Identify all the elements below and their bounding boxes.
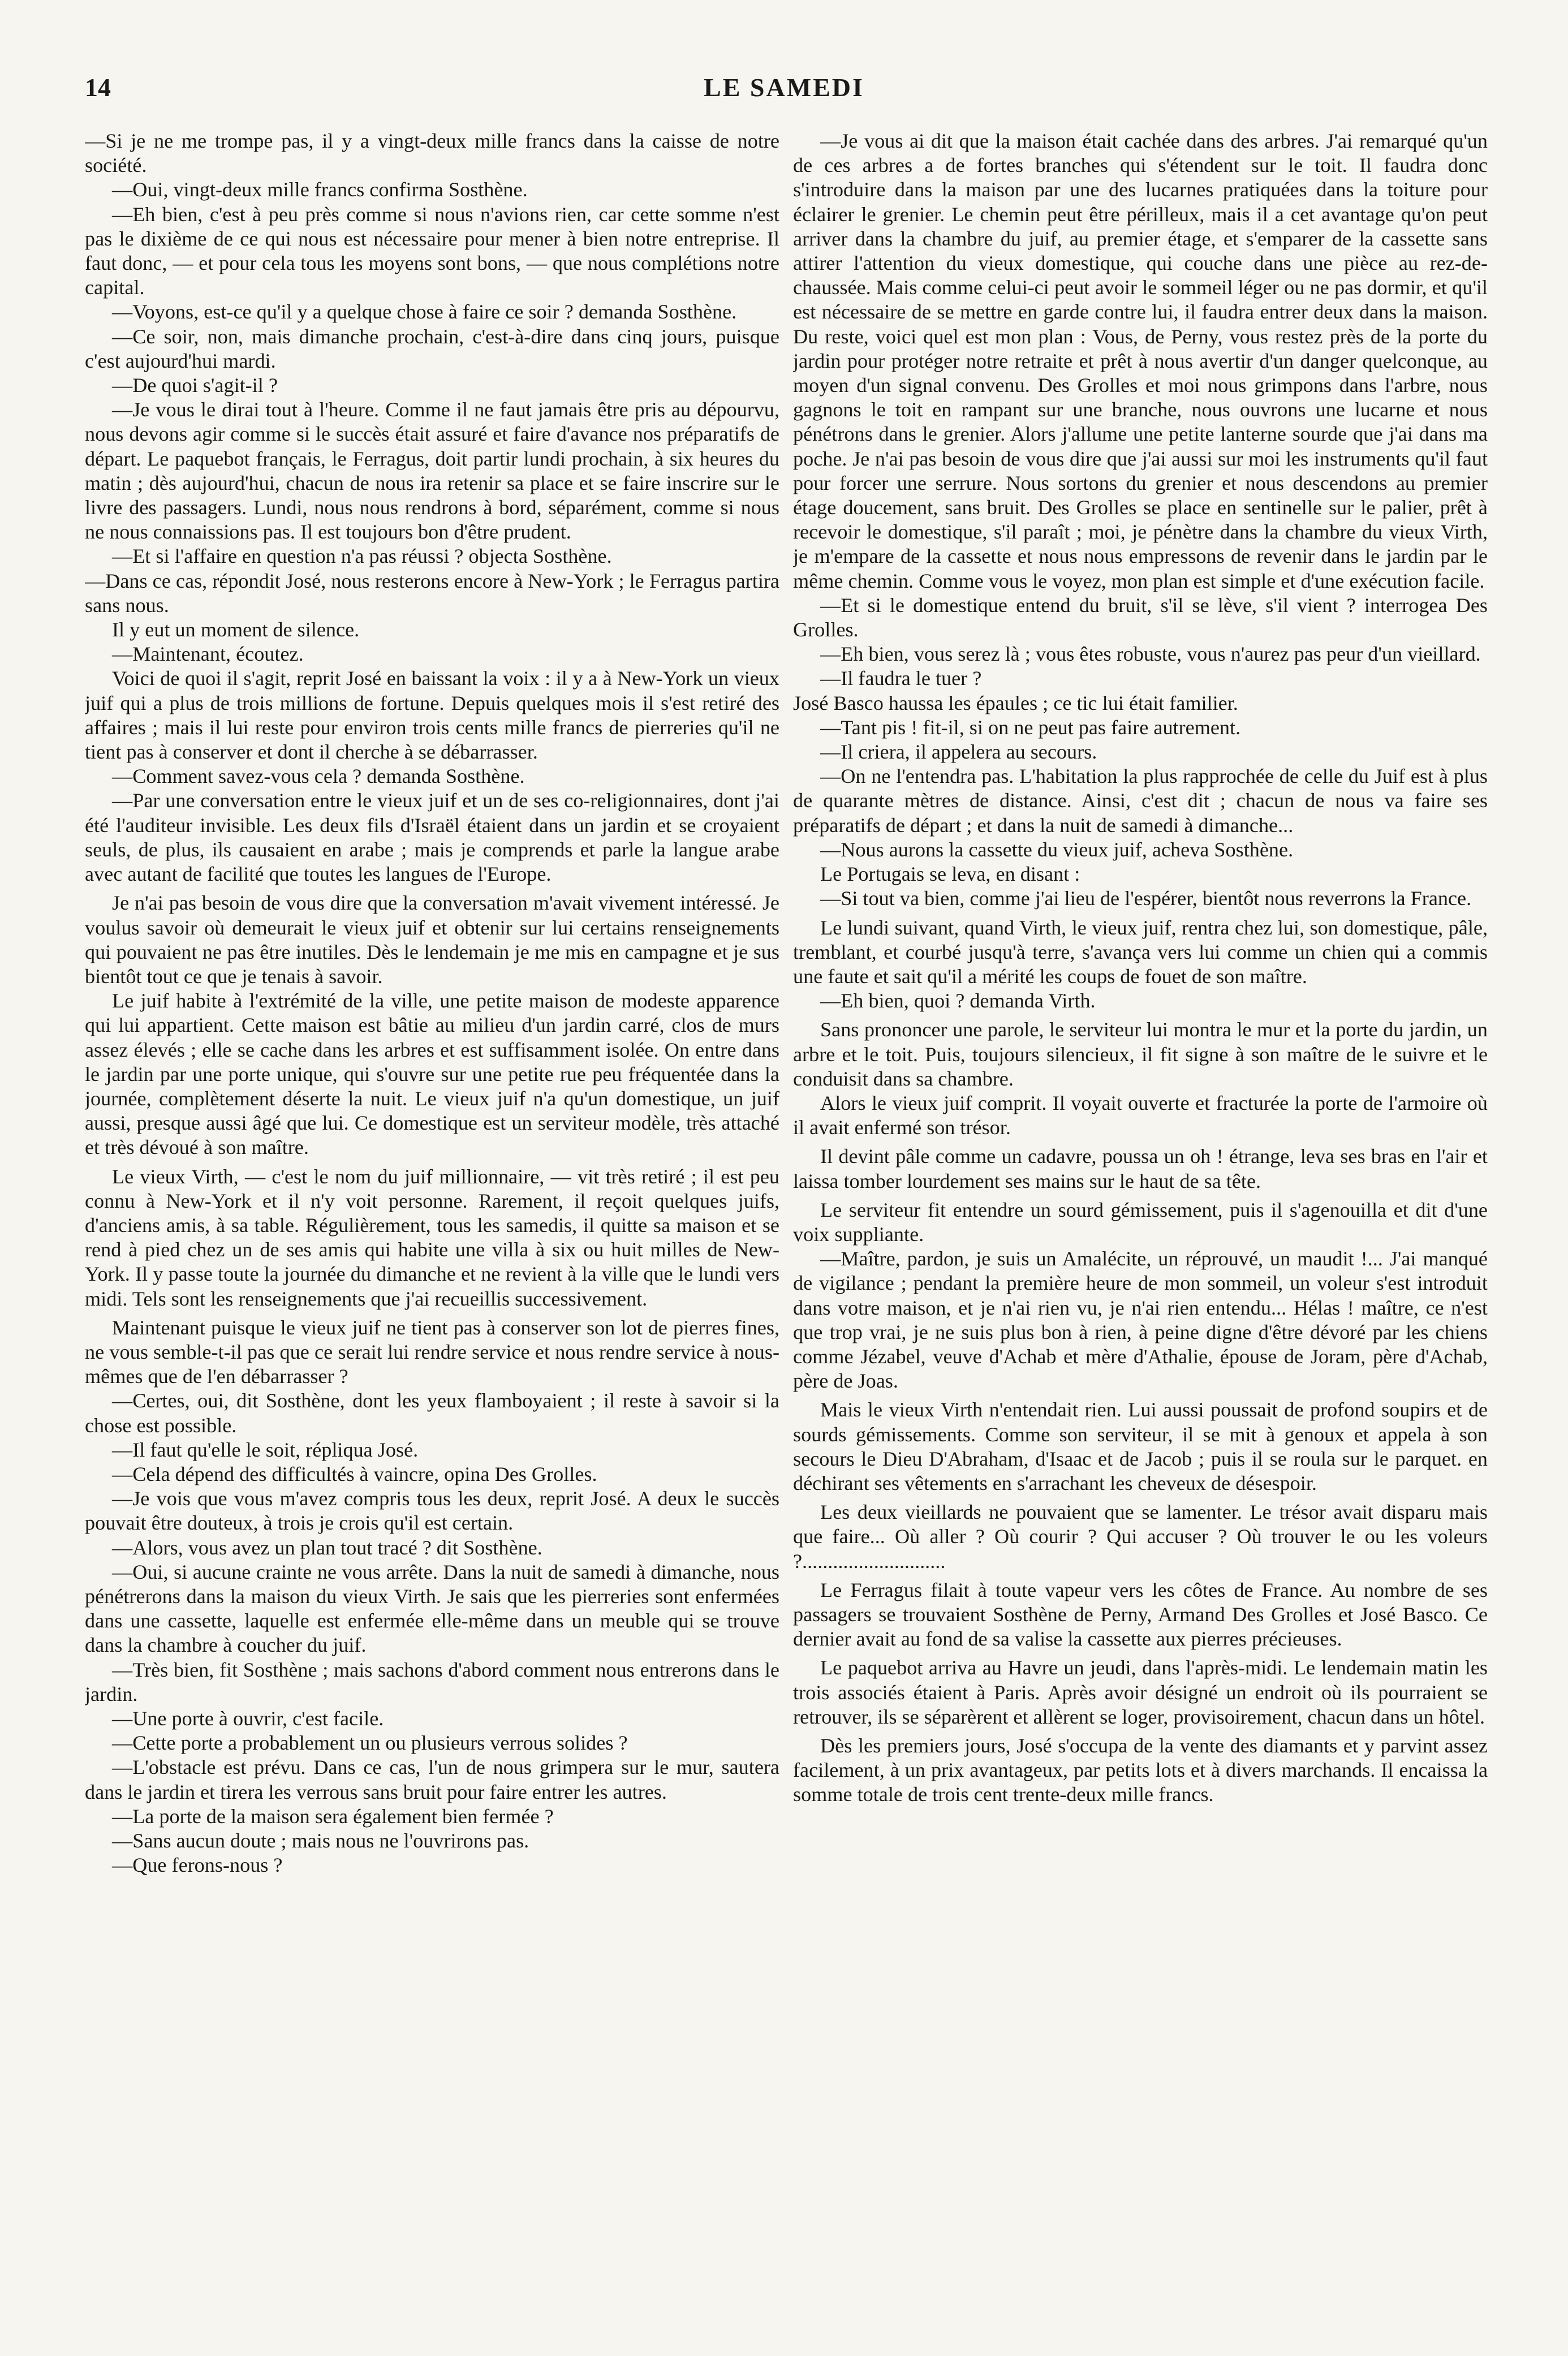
paragraph: Le serviteur fit entendre un sourd gémissement, puis il s'agenouilla et dit d'une voix suppliante. bbox=[793, 1198, 1488, 1246]
paragraph: Les deux vieillards ne pouvaient que se lamenter. Le trésor avait disparu mais que faire... Où aller ? Où courir ? Qui accuser ? Où trouver le ou les voleurs ?............................ bbox=[793, 1501, 1488, 1573]
paragraph: —Je vois que vous m'avez compris tous les deux, reprit José. A deux le succès pouvait être douteux, à trois je crois qu'il est certain. bbox=[85, 1487, 779, 1535]
paragraph: —De quoi s'agit-il ? bbox=[112, 374, 278, 397]
paragraph: —Et si le domestique entend du bruit, s'il se lève, s'il vient ? interrogea Des Grolles. bbox=[793, 593, 1488, 641]
paragraph: Le vieux Virth, — c'est le nom du juif millionnaire, — vit très retiré ; il est peu connu à New-York et il n'y voit personne. Rarement, il reçoit quelques juifs, d'anciens amis, à sa table. Régulièrement, tous les samedis, il quitte sa maison et se rend à pied chez un de ses amis qui habite une villa à six ou huit milles de New-York. Il y passe toute la journée du dimanche et ne revient à la ville que le lundi vers midi. Tels sont les renseignements que j'ai recueillis successivement. bbox=[85, 1165, 779, 1310]
paragraph: —Que ferons-nous ? bbox=[112, 1854, 283, 1877]
paragraph: José Basco haussa les épaules ; ce tic lui était familier. bbox=[793, 691, 1238, 714]
journal-title: LE SAMEDI bbox=[704, 73, 864, 102]
paragraph: —Par une conversation entre le vieux juif et un de ses co-religionnaires, dont j'ai été l'auditeur invisible. Les deux fils d'Israël étaient dans un jardin et se croyaient seuls, de plus, ils causaient en arabe ; mais je comprends et parle la langue arabe avec autant de facilité que toutes les langues de l'Europe. bbox=[85, 789, 779, 886]
paragraph: —Nous aurons la cassette du vieux juif, acheva Sosthène. bbox=[820, 838, 1294, 861]
paragraph: —Certes, oui, dit Sosthène, dont les yeux flamboyaient ; il reste à savoir si la chose est possible. bbox=[85, 1389, 779, 1437]
paragraph: Alors le vieux juif comprit. Il voyait ouverte et fracturée la porte de l'armoire où il avait enfermé son trésor. bbox=[793, 1091, 1488, 1139]
paragraph: —Ce soir, non, mais dimanche prochain, c'est-à-dire dans cinq jours, puisque c'est aujourd'hui mardi. bbox=[85, 325, 779, 372]
paragraph: —Alors, vous avez un plan tout tracé ? dit Sosthène. bbox=[112, 1536, 542, 1559]
paragraph: —Si je ne me trompe pas, il y a vingt-deux mille francs dans la caisse de notre société. bbox=[85, 130, 779, 177]
paragraph: Le paquebot arriva au Havre un jeudi, dans l'après-midi. Le lendemain matin les trois associés étaient à Paris. Après avoir désigné un endroit où ils pourraient se retrouver, ils se séparèrent et allèrent se loger, provisoirement, chacun dans un hôtel. bbox=[793, 1656, 1488, 1728]
paragraph: —Oui, si aucune crainte ne vous arrête. Dans la nuit de samedi à dimanche, nous pénétrerons dans la maison du vieux Virth. Je sais que les pierreries sont enfermées dans une cassette, laquelle est enfermée elle-même dans un meuble qui se trouve dans la chambre à coucher du juif. bbox=[85, 1560, 779, 1657]
paragraph: —La porte de la maison sera également bien fermée ? bbox=[112, 1804, 554, 1828]
paragraph: —Tant pis ! fit-il, si on ne peut pas faire autrement. bbox=[820, 716, 1241, 739]
page-number: 14 bbox=[85, 73, 111, 102]
paragraph: —On ne l'entendra pas. L'habitation la plus rapprochée de celle du Juif est à plus de quarante mètres de distance. Ainsi, c'est dit ; chacun de nous va faire ses préparatifs de départ ; et dans la nuit de samedi à dimanche... bbox=[793, 765, 1488, 837]
paragraph: Je n'ai pas besoin de vous dire que la conversation m'avait vivement intéressé. Je voulus savoir où demeurait le vieux juif et obtenir sur lui certains renseignements qui pouvaient ne pas être inutiles. Dès le lendemain je me mis en campagne et je sus bientôt tout ce que je tenais à savoir. bbox=[85, 891, 779, 988]
paragraph: Il y eut un moment de silence. bbox=[112, 618, 360, 641]
paragraph: Il devint pâle comme un cadavre, poussa un oh ! étrange, leva ses bras en l'air et laissa tomber lourdement ses mains sur le haut de sa tête. bbox=[793, 1145, 1488, 1192]
paragraph: —Je vous ai dit que la maison était cachée dans des arbres. J'ai remarqué qu'un de ces arbres a de fortes branches qui s'étendent sur le toit. Il faudra donc s'introduire dans la maison par une des lucarnes pratiquées dans la toiture pour éclairer le grenier. Le chemin peut être périlleux, mais il a cet avantage qu'on peut arriver dans la chambre du juif, au premier étage, et s'emparer de la cassette sans attirer l'attention du vieux domestique, qui couche dans une pièce au rez-de-chaussée. Mais comme celui-ci peut avoir le sommeil léger ou ne pas dormir, et qu'il est nécessaire de se mettre en garde contre lui, il faudra entrer deux dans la maison. Du reste, voici quel est mon plan : Vous, de Perny, vous restez près de la porte du jardin pour protéger notre retraite et prêt à nous avertir d'un danger quelconque, au moyen d'un signal convenu. Des Grolles et moi nous grimpons dans l'arbre, nous gagnons le toit en rampant sur une branche, nous ouvrons une lucarne et nous pénétrons dans le grenier. Alors j'allume une petite lanterne sourde que j'ai dans ma poche. Je n'ai pas besoin de vous dire que j'ai aussi sur moi les instruments qu'il faut pour forcer une serrure. Nous sortons du grenier et nous descendons au premier étage doucement, sans bruit. Des Grolles se place en sentinelle sur le palier, prêt à recevoir le domestique, s'il paraît ; moi, je pénètre dans la chambre du vieux Virth, je m'empare de la cassette et nous nous empressons de revenir dans le jardin par le même chemin. Comme vous le voyez, mon plan est simple et d'une exécution facile. bbox=[793, 130, 1488, 592]
paragraph: Sans prononcer une parole, le serviteur lui montra le mur et la porte du jardin, un arbre et le toit. Puis, toujours silencieux, il fit signe à son maître de le suivre et le conduisit dans sa chambre. bbox=[793, 1018, 1488, 1090]
paragraph: —Et si l'affaire en question n'a pas réussi ? objecta Sosthène. bbox=[112, 545, 612, 568]
paragraph: Le Portugais se leva, en disant : bbox=[820, 863, 1080, 886]
paragraph: Maintenant puisque le vieux juif ne tient pas à conserver son lot de pierres fines, ne vous semble-t-il pas que ce serait lui rendre service et nous rendre service à nous-mêmes que de l'en débarrasser ? bbox=[85, 1316, 779, 1388]
paragraph: —Eh bien, vous serez là ; vous êtes robuste, vous n'aurez pas peur d'un vieillard. bbox=[820, 643, 1481, 666]
paragraph: Voici de quoi il s'agit, reprit José en baissant la voix : il y a à New-York un vieux juif qui a plus de trois millions de fortune. Depuis quelques mois il s'est retiré des affaires ; mais il lui reste pour environ trois cents mille francs de pierreries qu'il ne tient pas à conserver et dont il cherche à se débarrasser. bbox=[85, 667, 779, 764]
right-text-column bbox=[793, 129, 1488, 2295]
paragraph: —Oui, vingt-deux mille francs confirma Sosthène. bbox=[112, 178, 528, 201]
paragraph: —Je vous le dirai tout à l'heure. Comme il ne faut jamais être pris au dépourvu, nous devons agir comme si le succès était assuré et faire d'avance nos préparatifs de départ. Le paquebot français, le Ferragus, doit partir lundi prochain, à six heures du matin ; dès aujourd'hui, chacun de nous ira retenir sa place et se faire inscrire sur le livre des passagers. Lundi, nous nous rendrons à bord, séparément, comme si nous ne nous connaissions pas. Il est toujours bon d'être prudent. bbox=[85, 398, 779, 544]
paragraph: —Cette porte a probablement un ou plusieurs verrous solides ? bbox=[112, 1732, 628, 1755]
paragraph: —L'obstacle est prévu. Dans ce cas, l'un de nous grimpera sur le mur, sautera dans le jardin et tirera les verrous sans bruit pour faire entrer les autres. bbox=[85, 1756, 779, 1803]
paragraph: —Eh bien, c'est à peu près comme si nous n'avions rien, car cette somme n'est pas le dixième de ce qui nous est nécessaire pour mener à bien notre entreprise. Il faut donc, — et pour cela tous les moyens sont bons, — que nous complétions notre capital. bbox=[85, 203, 779, 299]
paragraph: Le lundi suivant, quand Virth, le vieux juif, rentra chez lui, son domestique, pâle, tremblant, et courbé jusqu'à terre, s'avança vers lui comme un chien qui a commis une faute et sait qu'il a mérité les coups de fouet de son maître. bbox=[793, 916, 1488, 988]
paragraph: Mais le vieux Virth n'entendait rien. Lui aussi poussait de profond soupirs et de sourds gémissements. Comme son serviteur, il se mit à genoux et appela à son secours le Dieu D'Abraham, d'Isaac et de Jacob ; puis il se roula sur le parquet. en déchirant ses vêtements en s'arrachant les cheveux de désespoir. bbox=[793, 1398, 1488, 1494]
paragraph: —Une porte à ouvrir, c'est facile. bbox=[112, 1707, 384, 1730]
paragraph: —Maintenant, écoutez. bbox=[112, 643, 304, 666]
paragraph: —Il faut qu'elle le soit, répliqua José. bbox=[112, 1438, 419, 1461]
paragraph: —Il faudra le tuer ? bbox=[820, 667, 982, 690]
paragraph: Dès les premiers jours, José s'occupa de la vente des diamants et y parvint assez facilement, à un prix avantageux, par petits lots et à divers marchands. Il encaissa la somme totale de trois cent trente-deux mille francs. bbox=[793, 1734, 1488, 1806]
paragraph: —Très bien, fit Sosthène ; mais sachons d'abord comment nous entrerons dans le jardin. bbox=[85, 1658, 779, 1705]
paragraph: —Dans ce cas, répondit José, nous resterons encore à New-York ; le Ferragus partira sans nous. bbox=[85, 569, 779, 617]
paragraph: Le juif habite à l'extrémité de la ville, une petite maison de modeste apparence qui lui appartient. Cette maison est bâtie au milieu d'un jardin carré, clos de murs assez élevés ; elle se cache dans les arbres et est suffisamment isolée. On entre dans le jardin par une porte unique, qui s'ouvre sur une petite rue peu fréquentée dans la journée, complètement déserte la nuit. Le vieux juif n'a qu'un domestique, un juif aussi, presque aussi âgé que lui. Ce domestique est un serviteur modèle, très attaché et très dévoué à son maître. bbox=[85, 989, 779, 1159]
paragraph: —Il criera, il appelera au secours. bbox=[820, 740, 1097, 764]
paragraph: —Cela dépend des difficultés à vaincre, opina Des Grolles. bbox=[112, 1462, 597, 1485]
paragraph: —Voyons, est-ce qu'il y a quelque chose à faire ce soir ? demanda Sosthène. bbox=[112, 300, 737, 324]
left-text-column bbox=[85, 129, 779, 2295]
paragraph: Le Ferragus filait à toute vapeur vers les côtes de France. Au nombre de ses passagers se trouvaient Sosthène de Perny, Armand Des Grolles et José Basco. Ce dernier avait au fond de sa valise la cassette aux pierres précieuses. bbox=[793, 1578, 1488, 1651]
paragraph: —Si tout va bien, comme j'ai lieu de l'espérer, bientôt nous reverrons la France. bbox=[820, 887, 1472, 910]
paragraph: —Comment savez-vous cela ? demanda Sosthène. bbox=[112, 765, 525, 788]
page-header bbox=[85, 72, 1483, 112]
paragraph: —Maître, pardon, je suis un Amalécite, un réprouvé, un maudit !... J'ai manqué de vigilance ; pendant la première heure de mon sommeil, un voleur s'est introduit dans votre maison, et je n'ai rien vu, je n'ai rien entendu... Hélas ! maître, ce n'est que trop vrai, je ne suis plus bon à rien, à peine digne d'être dévoré par les chiens comme Jézabel, veuve d'Achab et mère d'Athalie, épouse de Joram, père d'Achab, père de Joas. bbox=[793, 1247, 1488, 1393]
paragraph: —Eh bien, quoi ? demanda Virth. bbox=[820, 989, 1096, 1013]
paragraph: —Sans aucun doute ; mais nous ne l'ouvrirons pas. bbox=[112, 1829, 529, 1853]
